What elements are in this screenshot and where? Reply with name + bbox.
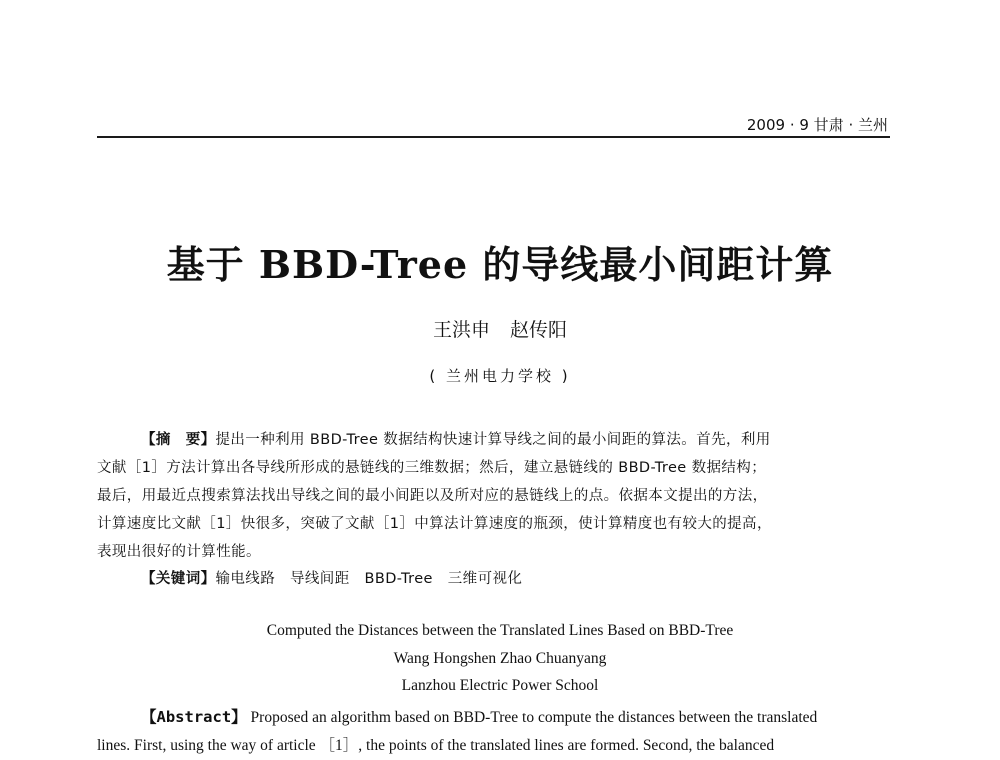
english-title: Computed the Distances between the Translated Lines Based on BBD-Tree: [266, 622, 734, 639]
english-abstract-label: 【Abstract】: [141, 708, 247, 726]
cn-abstract-line-5: 表现出很好的计算性能。: [97, 544, 261, 560]
header-text: 2009 · 9 甘肃 · 兰州: [746, 116, 888, 134]
cn-abstract-label: 【摘 要】: [141, 432, 216, 448]
cn-abstract-line-1: [97, 428, 890, 449]
english-abstract-line-1: [141, 705, 934, 727]
cn-abstract-line-4: 计算速度比文献［1］快很多，突破了文献［1］中算法计算速度的瓶颈，使计算精度也有较大的提高，: [97, 516, 772, 532]
cn-abstract-line-2: 文献［1］方法计算出各导线所形成的悬链线的三维数据；然后，建立悬链线的 BBD-Tree 数据结构；: [97, 460, 767, 476]
english-affiliation: Lanzhou Electric Power School: [401, 677, 599, 694]
english-authors: Wang Hongshen Zhao Chuanyang: [393, 650, 607, 667]
page-title: 基于 BBD-Tree 的导线最小间距计算: [166, 242, 834, 287]
english-abstract-line-2: lines. First, using the way of article ［1］, the points of the translated lines are formed. Second, the balanced: [97, 737, 775, 754]
cn-keywords: [141, 567, 934, 588]
cn-keywords-label: 【关键词】: [141, 571, 216, 587]
header-rule: [97, 136, 890, 138]
cn-abstract-line-3: 最后，用最近点搜索算法找出导线之间的最小间距以及所对应的悬链线上的点。依据本文提出的方法，: [97, 488, 768, 504]
english-abstract-text-1: Proposed an algorithm based on BBD-Tree to compute the distances between the translated: [250, 709, 818, 726]
cn-keywords-text: 输电线路 导线间距 BBD-Tree 三维可视化: [215, 571, 523, 587]
cn-abstract-text-1: 提出一种利用 BBD-Tree 数据结构快速计算导线之间的最小间距的算法。首先，利用: [215, 432, 771, 448]
authors: 王洪申 赵传阳: [432, 319, 568, 341]
affiliation: ( 兰州电力学校 ): [429, 367, 571, 385]
